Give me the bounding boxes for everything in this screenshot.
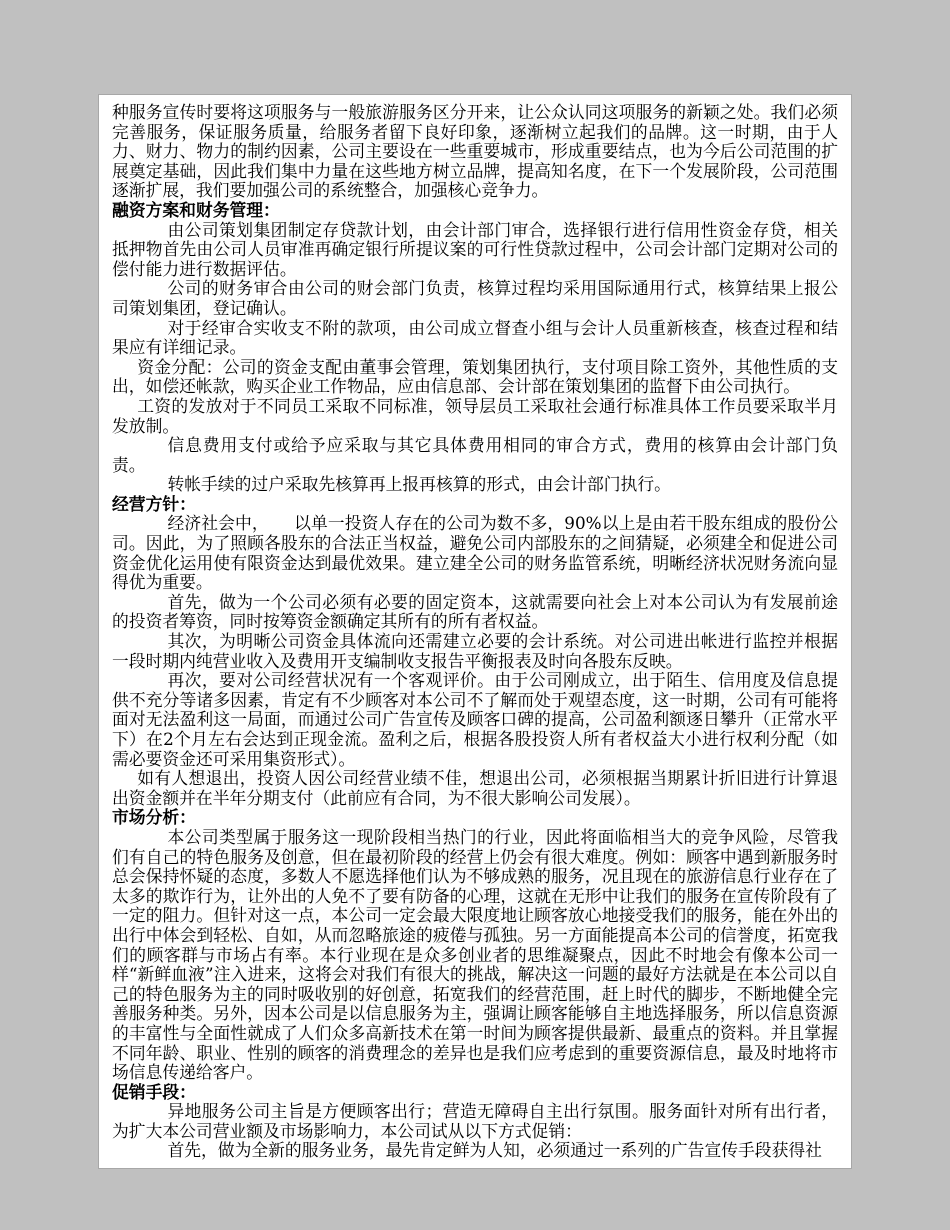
paragraph: 种服务宣传时要将这项服务与一般旅游服务区分开来，让公众认同这项服务的新颖之处。我们必须完善服务，保证服务质量，给服务者留下良好印象，逐渐树立起我们的品牌。这一时期，由于人力、财力、物力的制约因素，公司主要设在一些重要城市，形成重要结点，也为今后公司范围的扩展奠定基础，因此我们集中力量在这些地方树立品牌，提高知名度，在下一个发展阶段，公司范围逐渐扩展，我们要加强公司的系统整合，加强核心竞争力。: [112, 102, 838, 201]
paragraph: 对于经审合实收支不附的款项，由公司成立督查小组与会计人员重新核查，核查过程和结果应有详细记录。: [112, 317, 838, 358]
section-heading-market-analysis: 市场分析：: [112, 807, 196, 828]
paragraph: 异地服务公司主旨是方便顾客出行；营造无障碍自主出行氛围。服务面针对所有出行者，为扩大本公司营业额及市场影响力，本公司试从以下方式促销：: [112, 1101, 838, 1141]
section-heading-promotion-methods: 促销手段：: [112, 1081, 196, 1102]
paragraph: 由公司策划集团制定存贷款计划，由会计部门审合，选择银行进行信用性资金存贷，相关抵押物首先由公司人员审准再确定银行所提议案的可行性贷款过程中，公司会计部门定期对公司的偿付能力进行数据评估。: [112, 219, 838, 279]
section-heading-operating-policy: 经营方针：: [112, 493, 196, 514]
paragraph: 首先，做为全新的服务业务，最先肯定鲜为人知，必须通过一系列的广告宣传手段获得社: [167, 1140, 822, 1161]
paragraph: 资金分配：公司的资金支配由董事会管理，策划集团执行，支付项目除工资外，其他性质的支出，如偿还帐款，购买企业工作物品，应由信息部、会计部在策划集团的监督下由公司执行。: [112, 356, 838, 397]
paragraph: 如有人想退出，投资人因公司经营业绩不佳，想退出公司，必须根据当期累计折旧进行计算退出资金额并在半年分期支付（此前应有合同，为不很大影响公司发展）。: [112, 768, 838, 808]
paragraph: 转帐手续的过户采取先核算再上报再核算的形式，由会计部门执行。: [167, 474, 671, 495]
paragraph: 首先，做为一个公司必须有必要的固定资本，这就需要向社会上对本公司认为有发展前途的投资者筹资，同时按筹资金额确定其所有的所有者权益。: [112, 591, 838, 632]
document-page[interactable]: [99, 95, 851, 1168]
paragraph: 经济社会中， 以单一投资人存在的公司为数不多，90%以上是由若干股东组成的股份公司。因此，为了照顾各股东的合法正当权益，避免公司内部股东的之间猜疑，必须建全和促进公司资金优化运用使有限资金达到最优效果。建立建全公司的财务监管系统，明晰经济状况财务流向显得优为重要。: [112, 513, 838, 593]
section-heading-financing-and-finance: 融资方案和财务管理：: [112, 199, 280, 220]
paragraph: 公司的财务审合由公司的财会部门负责，核算过程均采用国际通用行式，核算结果上报公司策划集团，登记确认。: [112, 278, 838, 318]
paragraph: 再次，要对公司经营状况有一个客观评价。由于公司刚成立，出于陌生、信用度及信息提供不充分等诸多因素，肯定有不少顾客对本公司不了解而处于观望态度，这一时期，公司有可能将面对无法盈利这一局面，而通过公司广告宣传及顾客口碑的提高，公司盈利额逐日攀升（正常水平下）在2个月左右会达到正现金流。盈利之后，根据各股投资人所有者权益大小进行权利分配（如需必要资金还可采用集资形式）。: [112, 670, 838, 769]
paragraph: 其次，为明晰公司资金具体流向还需建立必要的会计系统。对公司进出帐进行监控并根据一段时期内纯营业收入及费用开支编制收支报告平衡报表及时向各股东反映。: [112, 631, 838, 671]
paragraph: 本公司类型属于服务这一现阶段相当热门的行业，因此将面临相当大的竞争风险，尽管我们有自己的特色服务及创意，但在最初阶段的经营上仍会有很大难度。例如：顾客中遇到新服务时总会保持怀疑的态度，多数人不愿选择他们认为不够成熟的服务，况且现在的旅游信息行业存在了太多的欺诈行为，让外出的人免不了要有防备的心理，这就在无形中让我们的服务在宣传阶段有了一定的阻力。但针对这一点，本公司一定会最大限度地让顾客放心地接受我们的服务，能在外出的出行中体会到轻松、自如，从而忽略旅途的疲倦与孤独。另一方面能提高本公司的信誉度，拓宽我们的顾客群与市场占有率。本行业现在是众多创业者的思维凝聚点，因此不时地会有像本公司一样“新鲜血液”注入进来，这将会对我们有很大的挑战，解决这一问题的最好方法就是在本公司以自己的特色服务为主的同时吸收别的好创意，拓宽我们的经营范围，赶上时代的脚步，不断地健全完善服务种类。另外，因本公司是以信息服务为主，强调让顾客能够自主地选择服务，所以信息资源的丰富性与全面性就成了人们众多高新技术在第一时间为顾客提供最新、最重点的资料。并且掌握不同年龄、职业、性别的顾客的消费理念的差异也是我们应考虑到的重要资源信息，最及时地将市场信息传递给客户。: [112, 826, 838, 1083]
paragraph: 工资的发放对于不同员工采取不同标准，领导层员工采取社会通行标准具体工作员要采取半月发放制。: [112, 395, 838, 436]
paragraph: 信息费用支付或给予应采取与其它具体费用相同的审合方式，费用的核算由会计部门负责。: [112, 435, 838, 475]
